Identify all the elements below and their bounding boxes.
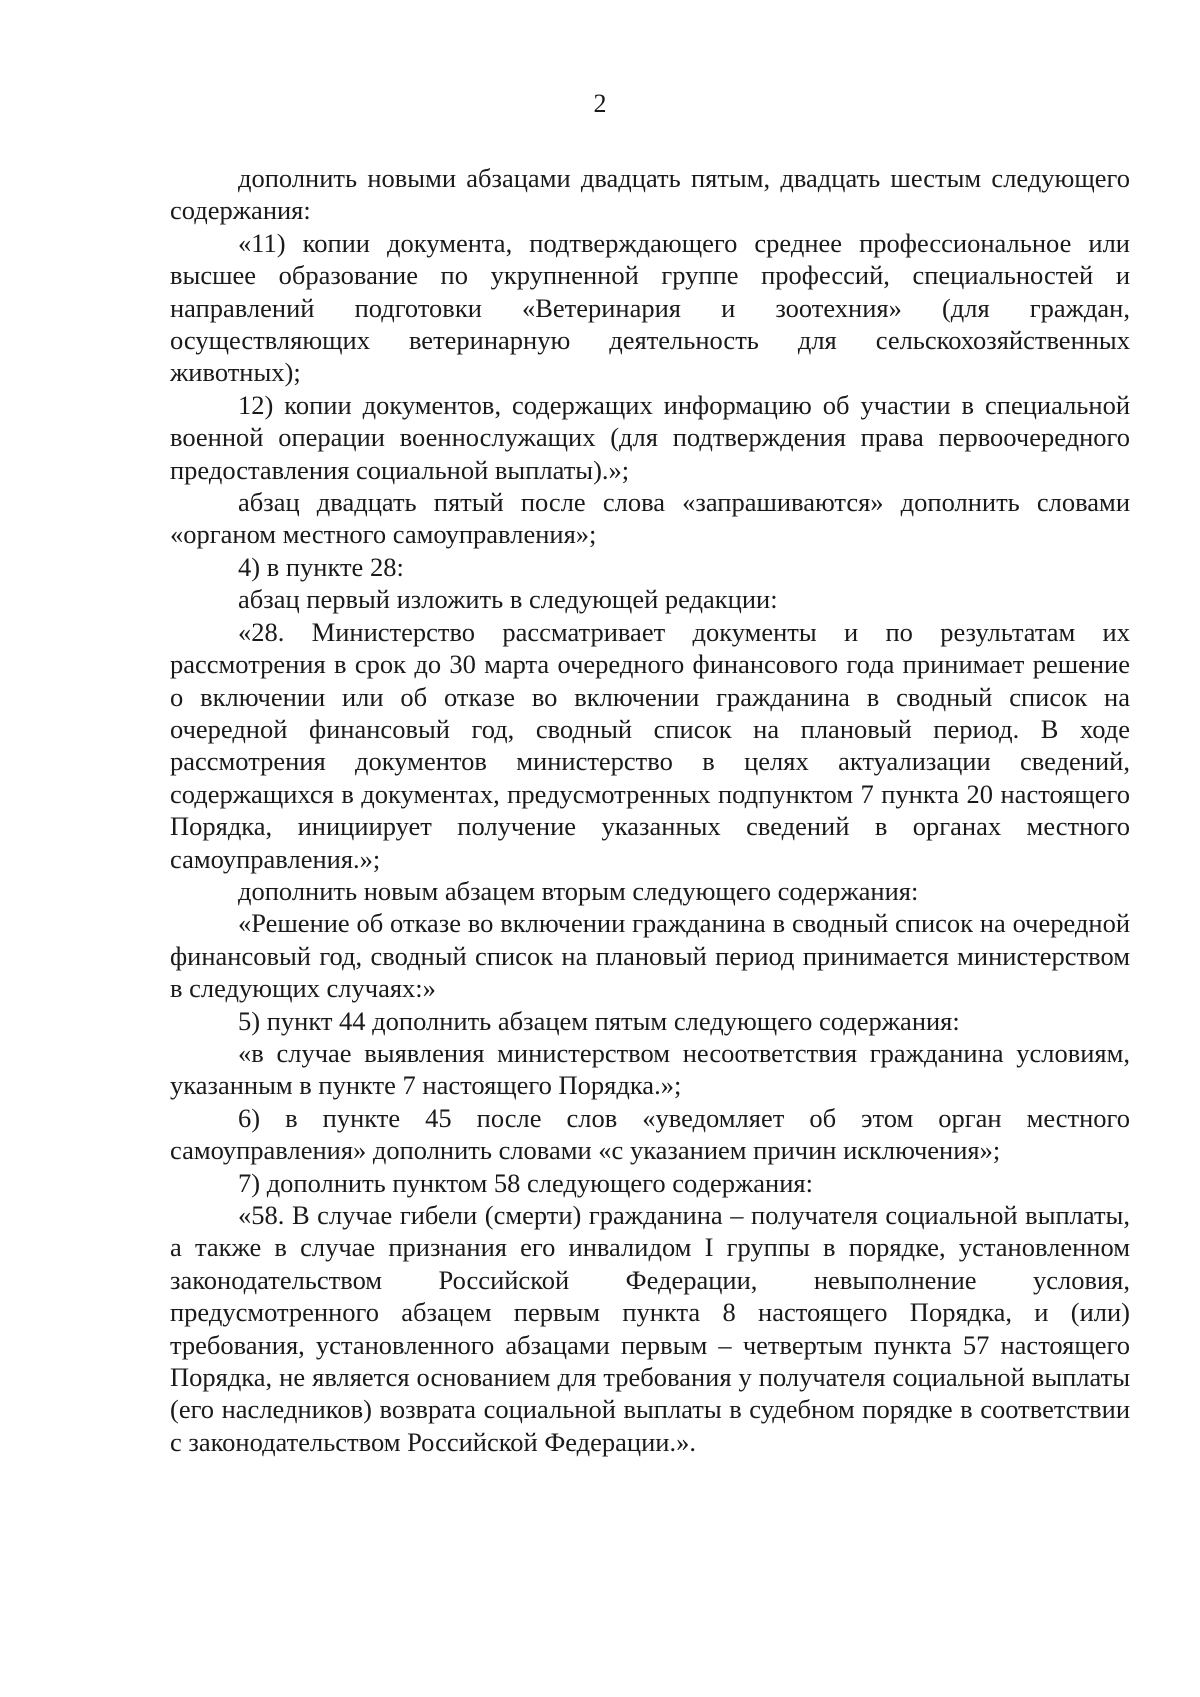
paragraph-point-44: 5) пункт 44 дополнить абзацем пятым следующего содержания:	[238, 1005, 960, 1036]
document-body	[170, 162, 1130, 1458]
paragraph-add-paragraphs-25-26: дополнить новыми абзацами двадцать пятым, двадцать шестым следующего содержания:	[170, 163, 1130, 226]
paragraph-add-point-58: 7) дополнить пунктом 58 следующего содержания:	[238, 1167, 813, 1198]
paragraph-point-44-text: «в случае выявления министерством несоответствия гражданина условиям, указанным в пункте 7 настоящего Порядка.»;	[170, 1037, 1130, 1101]
paragraph-point-58-text: «58. В случае гибели (смерти) гражданина – получателя социальной выплаты, а также в случае признания его инвалидом I группы в порядке, установленном законодательством Российской Федерации, невыполнение условия, предусмотренного абзацем первым пункта 8 настоящего Порядка, и (или) требования, установленного абзацами первым – четвертым пункта 57 настоящего Порядка, не является основанием для требования у получателя социальной выплаты (его наследников) возврата социальной выплаты в судебном порядке в соответствии с законодательством Российской Федерации.».	[170, 1200, 1130, 1457]
paragraph-amend-paragraph-25: абзац двадцать пятый после слова «запрашиваются» дополнить словами «органом местного самоуправления»;	[170, 487, 1130, 550]
paragraph-point-28-text: «28. Министерство рассматривает документы и по результатам их рассмотрения в срок до 30 марта очередного финансового года принимает решение о включении или об отказе во включении гражданина в сводный список на очередной финансовый год, сводный список на плановый период. В ходе рассмотрения документов министерство в целях актуализации сведений, содержащихся в документах, предусмотренных подпунктом 7 пункта 20 настоящего Порядка, инициирует получение указанных сведений в органах местного самоуправления.»;	[170, 616, 1130, 874]
paragraph-refusal-decision: «Решение об отказе во включении гражданина в сводный список на очередной финансовый год, сводный список на плановый период принимается министерством в следующих случаях:»	[170, 908, 1130, 1004]
paragraph-add-second-paragraph: дополнить новым абзацем вторым следующего содержания:	[238, 875, 919, 906]
page-number: 2	[593, 89, 607, 118]
paragraph-item-11: «11) копии документа, подтверждающего среднее профессиональное или высшее образование по укрупненной группе профессий, специальностей и направлений подготовки «Ветеринария и зоотехния» (для граждан, осуществляющих ветеринарную деятельность для сельскохозяйственных животных);	[170, 227, 1130, 388]
paragraph-item-12: 12) копии документов, содержащих информацию об участии в специальной военной операции военнослужащих (для подтверждения права первоочередного предоставления социальной выплаты).»;	[170, 389, 1130, 485]
paragraph-point-45: 6) в пункте 45 после слов «уведомляет об этом орган местного самоуправления» дополнить словами «с указанием причин исключения»;	[170, 1102, 1130, 1166]
paragraph-point-4-heading: 4) в пункте 28:	[238, 551, 404, 582]
paragraph-first-paragraph-new-wording: абзац первый изложить в следующей редакции:	[238, 584, 778, 615]
